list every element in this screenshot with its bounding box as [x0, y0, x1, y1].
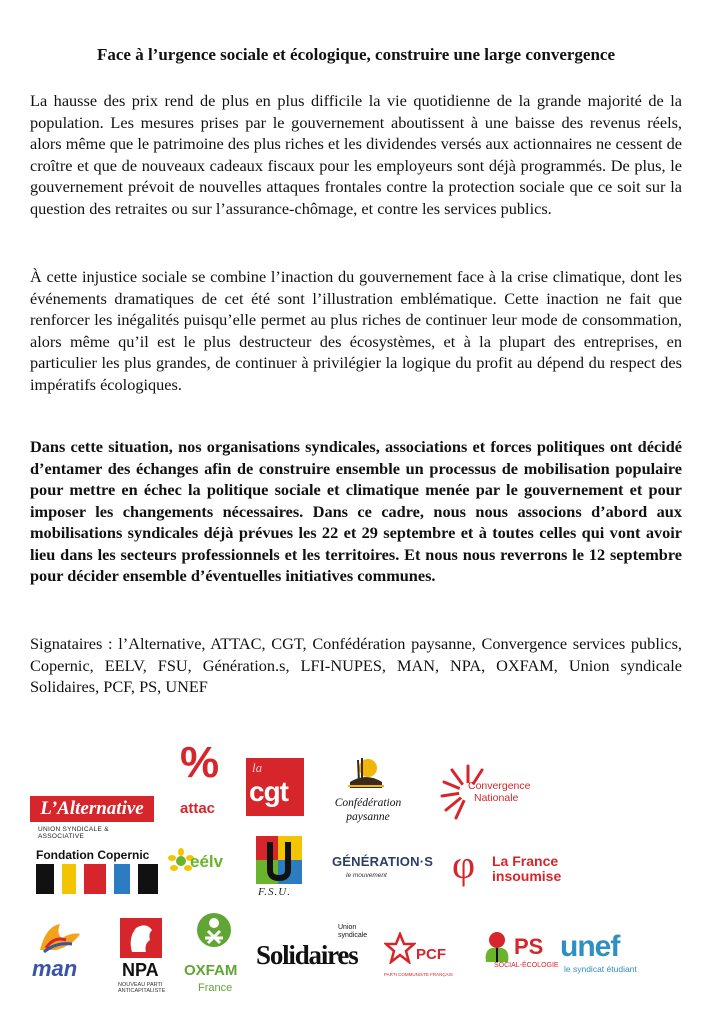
lfi-name: La France insoumise [492, 853, 562, 884]
logo-la-france-insoumise [452, 842, 582, 892]
attac-name: attac [180, 800, 216, 817]
confederation-name: Confédération paysanne [334, 797, 402, 823]
oxfam-circle-icon [196, 912, 232, 948]
paragraph-signatories: Signataires : l’Alternative, ATTAC, CGT, Confédération paysanne, Convergence services publics, Copernic, EELV, FSU, Génération.s, LFI-NUPES, MAN, NPA, OXFAM, Union syndicale Solidaires, PCF, PS, UNEF [30, 634, 682, 696]
megaphone-face-icon [120, 918, 162, 958]
unef-subtitle: le syndicat étudiant [564, 964, 637, 974]
ps-name: PS [514, 934, 544, 959]
paragraph-mobilisation: Dans cette situation, nos organisations syndicales, associations et forces politiques ont décidé d’entamer des échanges afin de construire ensemble un processus de mobilisation populaire pour mettre en échec la politique sociale et climatique menée par le gouvernement et pour imposer les changements nécessaires. Dans ce cadre, nous nous associons d’abord aux mobilisations syndicales déjà prévues les 22 et 29 septembre et à toutes celles qui vont avoir lieu dans les secteurs professionnels et les territoires. Et nous nous reverrons le 12 septembre pour décider ensemble d’éventuelles initiatives communes. [30, 437, 682, 585]
fsu-name: F.S.U. [258, 886, 291, 898]
copernic-bars-icon [36, 864, 158, 894]
pcf-name: PCF [416, 946, 446, 963]
generations-name: GÉNÉRATION·S [332, 854, 434, 869]
generations-subtitle: le mouvement [346, 872, 387, 879]
logo-npa [118, 918, 168, 998]
dove-icon [36, 920, 84, 956]
unef-name: unef [560, 930, 620, 963]
fsu-flag-icon [256, 836, 302, 884]
logo-attac [176, 740, 224, 820]
solidaires-union-label: Union syndicale [338, 924, 368, 939]
paragraph-prices: La hausse des prix rend de plus en plus difficile la vie quotidienne de la grande majorité de la population. Les mesures prises par le gouvernement aboutissent à une baisse des revenus réels, alors même que le patrimoine des plus riches et les dividendes versés aux actionnaires ne cessent de croître et que de nouveaux cadeaux fiscaux pour les employeurs sont déjà programmés. De plus, le gouvernement prévoit de nouvelles attaques frontales contre la protection sociale que ce soit sur la question des retraites ou sur l’assurance-chômage, et contre les services publics. [30, 91, 682, 218]
cgt-name: cgt [249, 776, 288, 807]
logo-unef [560, 930, 672, 978]
logo-oxfam [180, 912, 248, 998]
star-icon [384, 932, 416, 964]
rose-fist-icon [480, 930, 514, 964]
oxfam-name: OXFAM [184, 962, 238, 979]
eelv-name: eélv [190, 852, 224, 871]
solidaires-name: Solidaires [256, 940, 358, 970]
copernic-name: Fondation Copernic [36, 848, 150, 862]
oxfam-subtitle: France [198, 982, 233, 994]
ps-subtitle: SOCIAL-ÉCOLOGIE [494, 962, 559, 969]
cgt-prefix: la [252, 760, 263, 775]
logo-convergence-nationale [438, 762, 548, 822]
man-name: man [32, 956, 78, 981]
logo-fondation-copernic [36, 848, 158, 894]
alternative-subtitle: UNION SYNDICALE & ASSOCIATIVE [38, 826, 109, 840]
convergence-name: Convergence Nationale [468, 780, 531, 804]
npa-subtitle: NOUVEAU PARTI ANTICAPITALISTE [118, 982, 166, 994]
logo-eelv [168, 842, 230, 886]
document-title: Face à l’urgence sociale et écologique, construire une large convergence [96, 45, 616, 64]
attac-percent-icon: % [180, 738, 220, 787]
phi-icon: φ [452, 842, 476, 887]
logo-alternative [30, 796, 156, 840]
npa-name: NPA [122, 960, 159, 980]
sun-field-icon [346, 752, 386, 790]
pcf-subtitle: PARTI COMMUNISTE FRANÇAIS [384, 972, 453, 977]
alternative-name: L’Alternative [30, 796, 154, 822]
logo-solidaires [256, 924, 374, 978]
logo-ps [478, 930, 559, 986]
paragraph-climate: À cette injustice sociale se combine l’inaction du gouvernement face à la crise climatique, dont les événements dramatiques de cet été sont l’illustration emblématique. Cette inaction ne fait que renforcer les inégalités puisqu’elle permet au plus riches de continuer leur mode de consommation, alors même qu’il est le plus destructeur des écosystèmes, et à la plupart des entreprises, en particulier les plus grandes, de continuer à privilégier la logique du profit au dépend du respect des impératifs écologiques. [30, 267, 682, 394]
logo-fsu [254, 836, 304, 902]
logo-generations [332, 854, 432, 886]
logo-confederation-paysanne [328, 752, 408, 832]
logo-pcf [384, 928, 462, 978]
logo-cgt [246, 758, 304, 816]
logo-man [30, 920, 96, 986]
